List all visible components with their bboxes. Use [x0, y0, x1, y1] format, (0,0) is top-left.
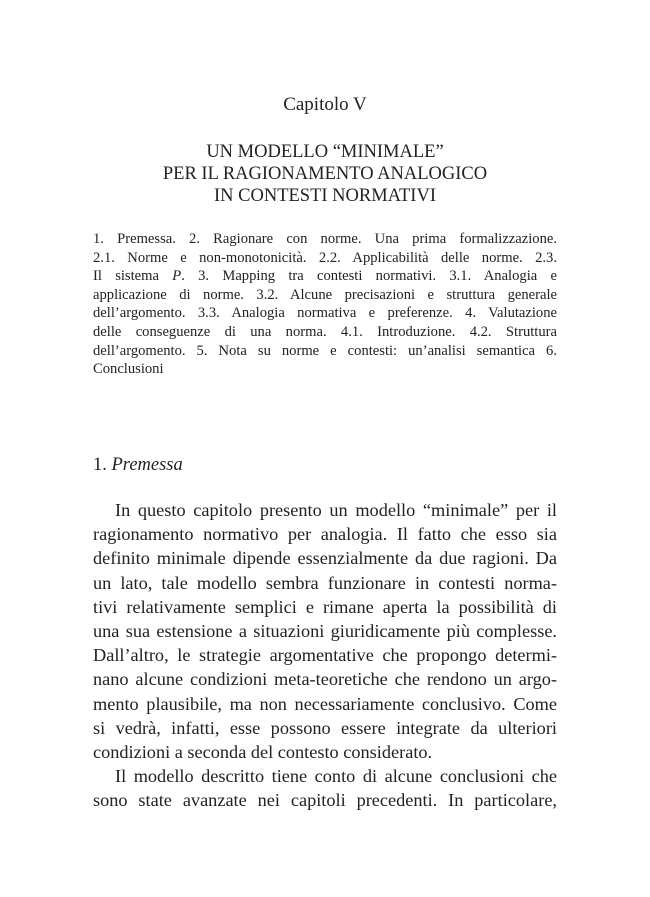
body-line: tivi relativamente semplici e rimane aperta la possibilità di — [93, 596, 557, 617]
body-line: ragionamento normativo per analogia. Il fatto che esso sia — [93, 524, 557, 545]
body-line: una sua estensione a situazioni giuridicamente più complesse. — [93, 620, 557, 641]
table-of-contents — [93, 230, 557, 379]
toc-line: Il sistema P. 3. Mapping tra contesti normativi. 3.1. Analogia e — [93, 268, 557, 285]
body-line: condizioni a seconda del contesto considerato. — [93, 741, 433, 762]
body-line: Dall’altro, le strategie argomentative che propongo determi- — [93, 645, 557, 666]
body-line: In questo capitolo presento un modello “minimale” per il — [115, 500, 557, 520]
toc-line: dell’argomento. 3.3. Analogia normativa e preferenze. 4. Valutazione — [93, 305, 557, 322]
body-line: definito minimale dipende essenzialmente da due ragioni. Da — [93, 548, 557, 569]
chapter-title-line: PER IL RAGIONAMENTO ANALOGICO — [162, 164, 488, 184]
body-line: sono state avanzate nei capitoli precedenti. In particolare, — [93, 790, 557, 811]
chapter-label: Capitolo V — [283, 94, 367, 115]
section-heading — [93, 455, 183, 476]
body-line: un lato, tale modello sembra funzionare in contesti norma- — [93, 572, 557, 593]
body-line: nano alcune condizioni meta-teoretiche che rendono un argo- — [93, 669, 557, 690]
chapter-title-line: IN CONTESTI NORMATIVI — [214, 186, 436, 206]
toc-line: applicazione di norme. 3.2. Alcune precisazioni e struttura generale — [93, 286, 557, 303]
section-title: Premessa — [111, 455, 183, 475]
toc-line: 1. Premessa. 2. Ragionare con norme. Una prima formalizzazione. — [93, 231, 557, 247]
toc-line: delle conseguenze di una norma. 4.1. Introduzione. 4.2. Struttura — [93, 323, 557, 340]
chapter-title-line: UN MODELLO “MINIMALE” — [206, 142, 444, 162]
section-number: 1. — [93, 455, 107, 475]
body-line: si vedrà, infatti, esse possono essere integrate da ulteriori — [93, 717, 557, 738]
toc-line: Conclusioni — [93, 361, 164, 378]
toc-line: dell’argomento. 5. Nota su norme e contesti: un’analisi semantica 6. — [93, 342, 557, 359]
toc-line: 2.1. Norme e non-monotonicità. 2.2. Applicabilità delle norme. 2.3. — [93, 249, 557, 266]
body-line: Il modello descritto tiene conto di alcune conclusioni che — [115, 766, 557, 787]
system-symbol: P — [172, 268, 182, 285]
body-text — [93, 498, 557, 812]
body-line: mento plausibile, ma non necessariamente conclusivo. Come — [93, 693, 557, 714]
